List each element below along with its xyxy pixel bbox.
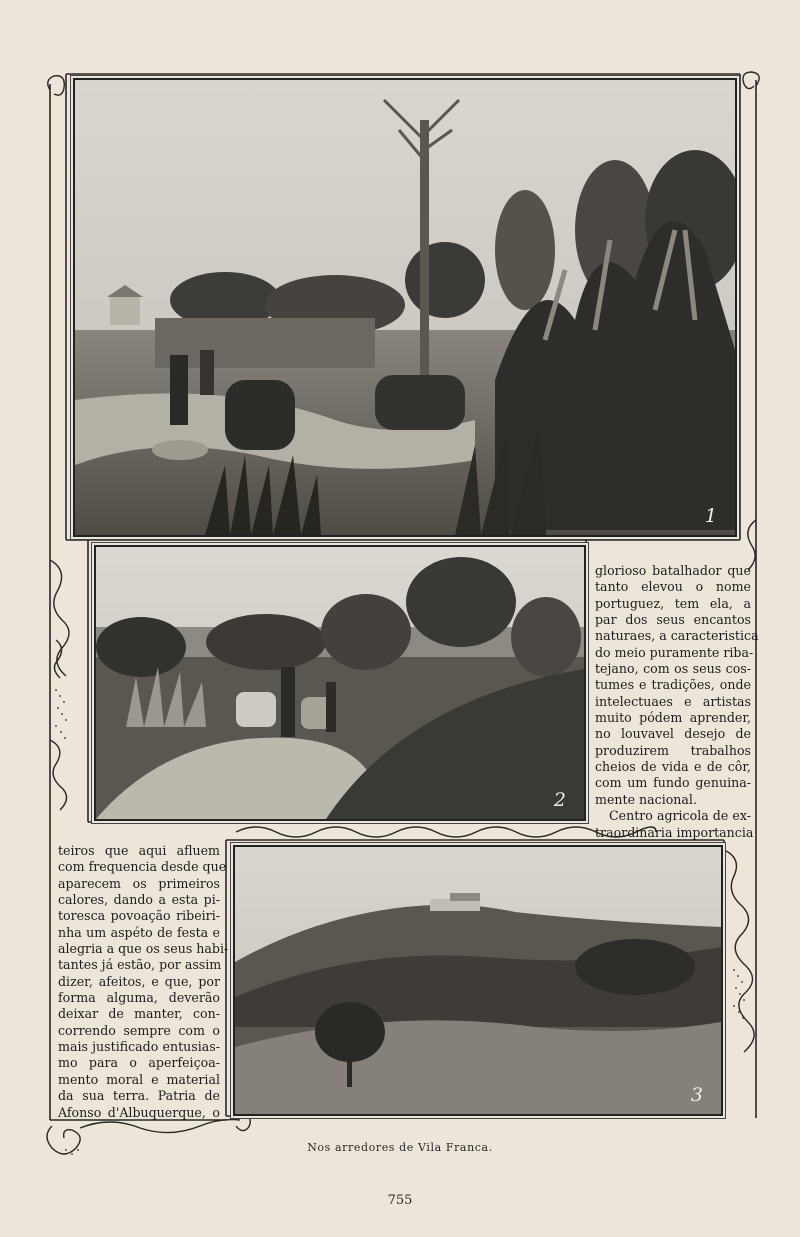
text-line: forma alguma, deverão [58, 990, 220, 1006]
text-line: portuguez, tem ela, a [595, 595, 751, 611]
photo-caption: Nos arredores de Vila Franca. [307, 1141, 493, 1154]
text-column-left [58, 843, 229, 1121]
text-line: par dos seus encantos [595, 612, 751, 628]
text-line: mente nacional. [595, 791, 697, 807]
text-line: dizer, afeitos, e que, por [58, 973, 220, 989]
photo-1-image [75, 80, 735, 535]
text-line: muito pódem aprender, [595, 710, 751, 726]
text-line: no louvavel desejo de [595, 726, 751, 742]
text-line: tejano, com os seus cos- [595, 661, 751, 677]
text-line: mento moral e material [58, 1071, 220, 1087]
text-line: produzirem trabalhos [595, 742, 751, 758]
text-line: glorioso batalhador que [595, 563, 751, 578]
photo-hillside-village [233, 845, 723, 1116]
text-line: teiros que aqui afluem [58, 843, 220, 858]
text-line: tumes e tradições, onde [595, 677, 751, 693]
text-line: mais justificado entusias- [58, 1039, 220, 1055]
text-line: deixar de manter, con- [58, 1006, 220, 1022]
text-line: mo para o aperfeiçoa- [58, 1055, 220, 1071]
photo-man-with-oxen [94, 545, 586, 821]
text-line: cheios de vida e de côr, [595, 759, 751, 775]
text-line: Afonso d'Albuquerque, o [58, 1104, 220, 1120]
text-line: traordinaria importancia [595, 824, 754, 840]
text-line: com um fundo genuina- [595, 775, 751, 791]
text-line: nha um aspéto de festa e [58, 924, 220, 940]
plate-number-2: 2 [553, 789, 566, 811]
page-number: 755 [387, 1193, 413, 1208]
photo-washerwomen-by-stream [73, 78, 737, 537]
plate-number-1: 1 [704, 505, 717, 527]
text-line: toresca povoação ribeiri- [58, 908, 220, 924]
text-line: tantes já estão, por assim [58, 957, 222, 973]
plate-number-3: 3 [690, 1084, 703, 1106]
text-line: calores, dando a esta pi- [58, 892, 220, 908]
text-line: aparecem os primeiros [58, 875, 220, 891]
text-line: com frequencia desde que [58, 859, 227, 875]
photo-2-image [96, 547, 584, 819]
text-line: tanto elevou o nome [595, 579, 751, 595]
text-column-right [595, 563, 759, 841]
text-line: intelectuaes e artistas [595, 693, 751, 709]
photo-3-image [235, 847, 721, 1114]
text-line: alegria a que os seus habi- [58, 941, 229, 957]
text-line: da sua terra. Patria de [58, 1088, 220, 1104]
text-line: Centro agricola de ex- [609, 808, 751, 824]
text-line: correndo sempre com o [58, 1022, 220, 1038]
text-line: do meio puramente riba- [595, 644, 754, 660]
text-line: naturaes, a caracteristica [595, 628, 759, 644]
